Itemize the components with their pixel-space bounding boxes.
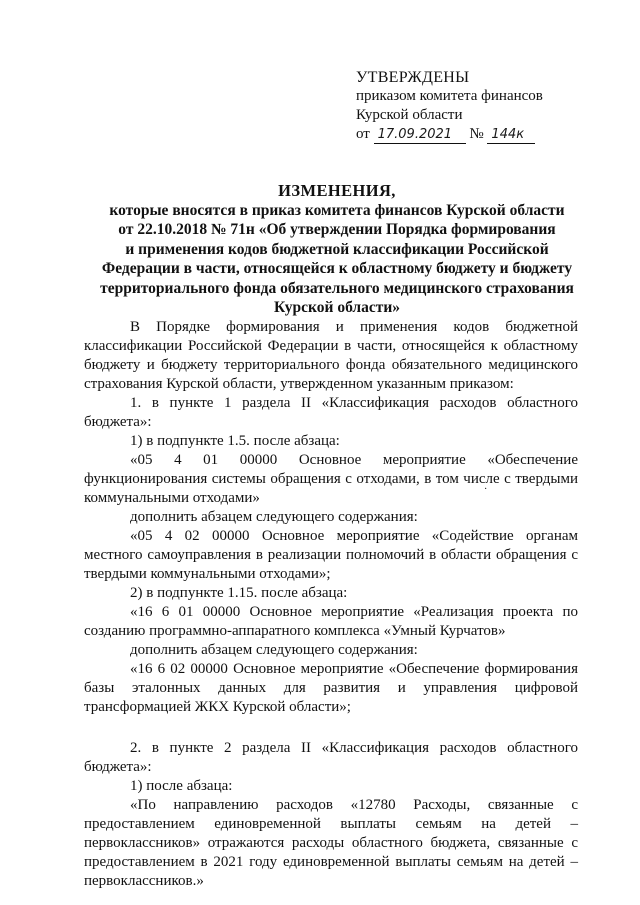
paragraph-spacer [84, 717, 578, 739]
approval-line-2: Курской области [356, 107, 463, 123]
paragraph-subitem-2: 2) в подпункте 1.15. после абзаца: [130, 585, 348, 601]
paragraph-item-1: 1. в пункте 1 раздела II «Классификация расходов областного бюджета»: [84, 395, 578, 430]
document-body [84, 318, 578, 891]
heading-main: ИЗМЕНЕНИЯ, [278, 181, 396, 200]
paragraph-subitem-1: 1) в подпункте 1.5. после абзаца: [130, 433, 340, 449]
paragraph-quote-5: «По направлению расходов «12780 Расходы, связанные с предоставлением единовременной выплаты семьям на детей – первоклассников» отражаются расходы областного бюджета, связанные с предоставлением в 2021 году единовременной выплаты семьям на детей – первоклассников.» [84, 797, 578, 889]
heading-line-6: Курской области» [273, 299, 401, 316]
document-heading [100, 181, 574, 318]
heading-line-1: которые вносятся в приказ комитета финансов Курской области [109, 201, 565, 219]
approval-line-1: приказом комитета финансов [356, 88, 543, 104]
approval-date-row [356, 125, 543, 144]
paragraph-add-1: дополнить абзацем следующего содержания: [130, 509, 418, 525]
approval-from-label: от [356, 126, 370, 142]
approval-date: 17.09.2021 [374, 127, 466, 144]
paragraph-add-2: дополнить абзацем следующего содержания: [130, 642, 418, 658]
paragraph-quote-3: «16 6 01 00000 Основное мероприятие «Реализация проекта по созданию программно-аппаратного комплекса «Умный Курчатов» [84, 604, 578, 639]
heading-line-5: территориального фонда обязательного медицинского страхования [100, 279, 574, 297]
paragraph-subitem-3: 1) после абзаца: [130, 778, 233, 794]
paragraph-quote-2: «05 4 02 00000 Основное мероприятие «Содействие органам местного самоуправления в реализации полномочий в области обращения с твердыми коммунальными отходами»; [84, 528, 578, 582]
paragraph-quote-4: «16 6 02 00000 Основное мероприятие «Обеспечение формирования базы эталонных данных для развития и управления цифровой трансформацией ЖКХ Курской области»; [84, 661, 578, 715]
approval-stamp [356, 68, 543, 144]
heading-line-3: и применения кодов бюджетной классификации Российской [125, 240, 549, 258]
approval-number: 144к [487, 127, 535, 144]
paragraph-item-2: 2. в пункте 2 раздела II «Классификация расходов областного бюджета»: [84, 740, 578, 775]
paragraph-intro: В Порядке формирования и применения кодов бюджетной классификации Российской Федерации в части, относящейся к областному бюджету и бюджету территориального фонда обязательного медицинского страхования Курской области, утвержденном указанным приказом: [84, 319, 578, 392]
approval-number-sign: № [469, 126, 484, 142]
stray-mark: · [484, 484, 488, 495]
paragraph-quote-1: «05 4 01 00000 Основное мероприятие «Обеспечение функционирования системы обращения с отходами, в том числе с твердыми коммунальными отходами» [84, 452, 578, 506]
heading-line-4: Федерации в части, относящейся к областному бюджету и бюджету [101, 260, 573, 277]
heading-line-2: от 22.10.2018 № 71н «Об утверждении Порядка формирования [118, 221, 556, 238]
approval-title: УТВЕРЖДЕНЫ [356, 69, 470, 86]
